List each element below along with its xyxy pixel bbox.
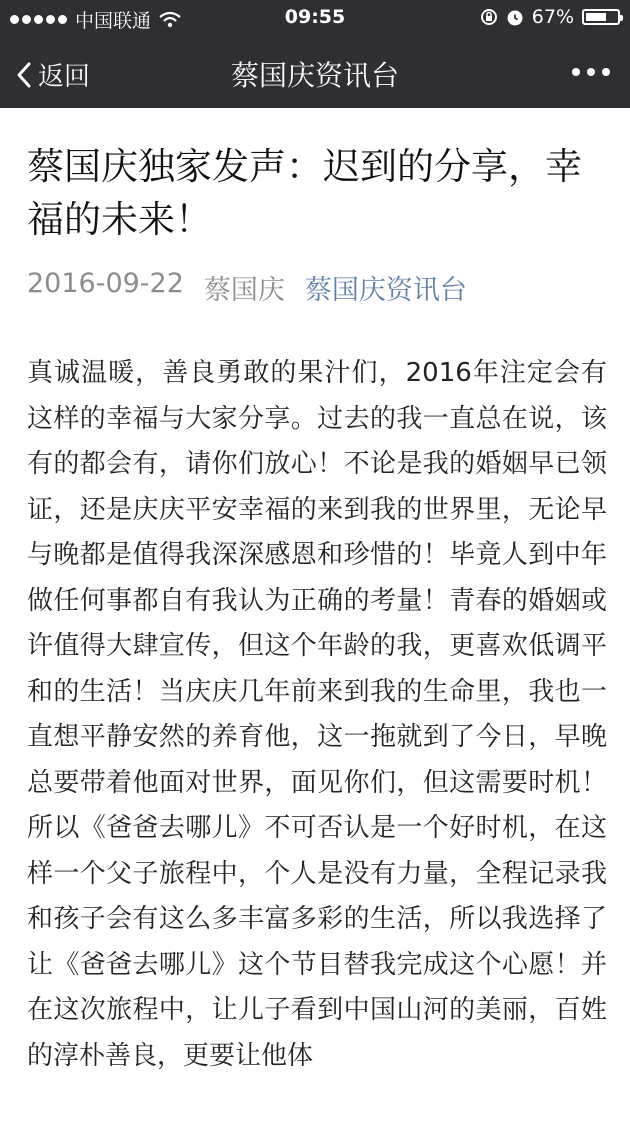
article-author: 蔡国庆 bbox=[203, 275, 285, 306]
article-date: 2016-09-22 bbox=[27, 268, 184, 299]
orientation-lock-icon bbox=[480, 8, 498, 26]
article-title: 蔡国庆独家发声：迟到的分享，幸福的未来！ bbox=[27, 145, 582, 241]
nav-bar bbox=[0, 36, 630, 108]
status-bar bbox=[0, 0, 630, 36]
article bbox=[27, 140, 607, 1079]
article-body: 真诚温暖，善良勇敢的果汁们，2016年注定会有这样的幸福与大家分享。过去的我一直总在说，该有的都会有，请你们放心！不论是我的婚姻早已领证，还是庆庆平安幸福的来到我的世界里，无论早与晚都是值得我深深感恩和珍惜的！毕竟人到中年做任何事都自有我认为正确的考量！青春的婚姻或许值得大肆宣传，但这个年龄的我，更喜欢低调平和的生活！当庆庆几年前来到我的生命里，我也一直想平静安然的养育他，这一拖就到了今日，早晚总要带着他面对世界，面见你们，但这需要时机！所以《爸爸去哪儿》不可否认是一个好时机，在这样一个父子旅程中，个人是没有力量，全程记录我和孩子会有这么多丰富多彩的生活，所以我选择了让《爸爸去哪儿》这个节目替我完成这个心愿！并在这次旅程中，让儿子看到中国山河的美丽，百姓的淳朴善良，更要让他体 bbox=[27, 358, 607, 1071]
carrier-label: 中国联通 bbox=[75, 10, 152, 32]
account-link[interactable]: 蔡国庆资讯台 bbox=[304, 275, 467, 306]
status-right bbox=[480, 6, 620, 28]
back-label: 返回 bbox=[38, 62, 91, 92]
nav-title: 蔡国庆资讯台 bbox=[230, 59, 399, 92]
status-time: 09:55 bbox=[284, 6, 346, 28]
article-meta bbox=[27, 268, 607, 307]
more-options-icon[interactable] bbox=[572, 68, 610, 76]
battery-icon bbox=[582, 9, 620, 25]
alarm-icon bbox=[506, 8, 524, 26]
battery-percent: 67% bbox=[531, 6, 574, 28]
